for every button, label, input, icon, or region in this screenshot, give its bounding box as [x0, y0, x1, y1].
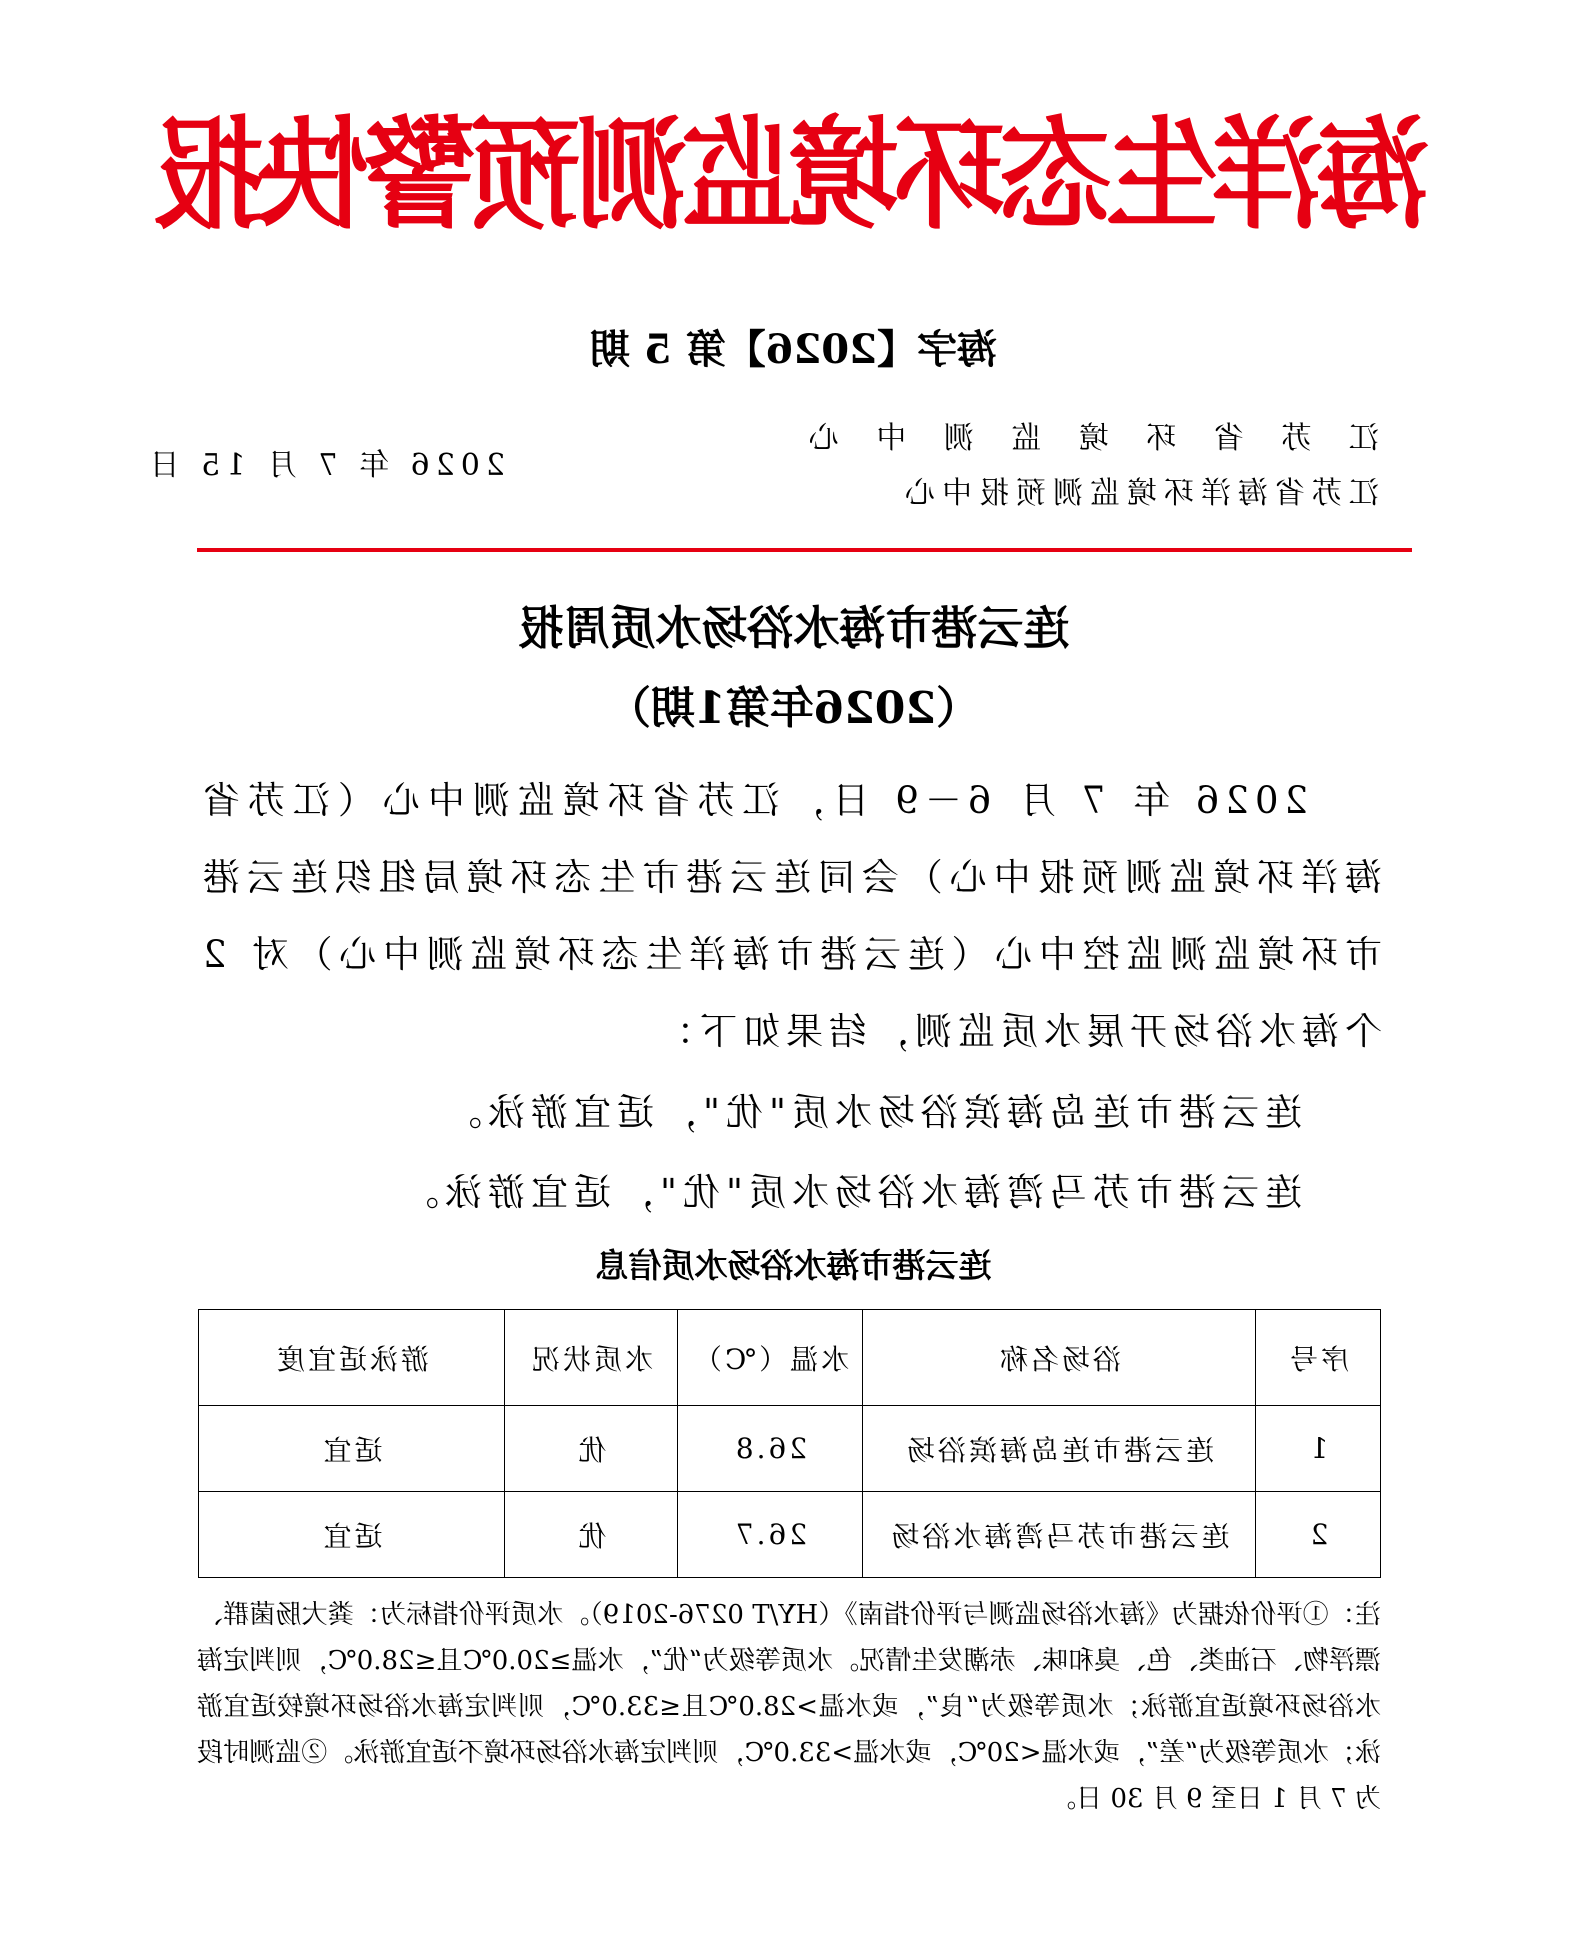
- cell-water-quality: 优: [505, 1406, 678, 1492]
- cell-index: 2: [1256, 1492, 1381, 1578]
- red-divider: [197, 548, 1412, 552]
- header-water-temp: 水温（℃）: [678, 1310, 863, 1406]
- article-subtitle: （2026年第1期）: [606, 683, 981, 734]
- header-index: 序号: [1256, 1310, 1381, 1406]
- masthead-title: 海洋生态环境监测预警快报: [157, 105, 1430, 247]
- footnote: 注：①评价依据为《海水浴场监测与评价指南》（HY/T 0276-2019）。水质评价指标为：粪大肠菌群、漂浮物、石油类、色、臭和味、赤潮发生情况。水质等级为“优”，水温≥20.0℃且≤28.0℃，则判定海水浴场环境适宜游泳；水质等级为“良”，或水温>28.0℃且≤33.0℃，则判定海水浴场环境较适宜游泳；水质等级为“差”，或水温<20℃，或水温>33.0℃，则判定海水浴场环境不适宜游泳。②监测时段为 7 月 1 日至 9 月 30 日。: [197, 1600, 1381, 1814]
- table-row: [199, 1406, 1381, 1492]
- table-row: [199, 1492, 1381, 1578]
- result-item-1: 连云港市连岛海滨浴场水质"优"，适宜游泳。: [438, 1091, 1302, 1134]
- cell-water-temp: 26.8: [678, 1406, 863, 1492]
- result-item-2: 连云港市苏马湾海水浴场水质"优"，适宜游泳。: [395, 1171, 1302, 1214]
- cell-swim-suitability: 适宜: [199, 1406, 505, 1492]
- publisher-org-2: 江苏省海洋环境监测预报中心: [898, 476, 1379, 511]
- cell-beach-name: 连云港市连岛海滨浴场: [863, 1406, 1256, 1492]
- header-water-quality: 水质状况: [505, 1310, 678, 1406]
- table-header-row: [199, 1310, 1381, 1406]
- publish-date: 2026 年 7 月 15 日: [143, 448, 505, 483]
- body-paragraph: 2026 年 7 月 6－9 日，江苏省环境监测中心（江苏省海洋环境监测预报中心）会同连云港市生态环境局组织连云港市环境监测监控中心（连云港市海洋生态环境监测中心）对 2 个海水浴场开展水质监测，结果如下：: [197, 779, 1382, 1053]
- cell-beach-name: 连云港市苏马湾海水浴场: [863, 1492, 1256, 1578]
- cell-index: 1: [1256, 1406, 1381, 1492]
- publisher-org-1: 江 苏 省 环 境 监 测 中 心: [794, 421, 1379, 456]
- cell-water-temp: 26.7: [678, 1492, 863, 1578]
- header-swim-suitability: 游泳适宜度: [199, 1310, 505, 1406]
- water-quality-table: [198, 1309, 1381, 1578]
- header-beach-name: 浴场名称: [863, 1310, 1256, 1406]
- cell-water-quality: 优: [505, 1492, 678, 1578]
- table-title: 连云港市海水浴场水质信息: [595, 1246, 992, 1285]
- article-title: 连云港市海水浴场水质周报: [517, 601, 1070, 655]
- cell-swim-suitability: 适宜: [199, 1492, 505, 1578]
- issue-number: 海字【2026】第 5 期: [590, 326, 998, 373]
